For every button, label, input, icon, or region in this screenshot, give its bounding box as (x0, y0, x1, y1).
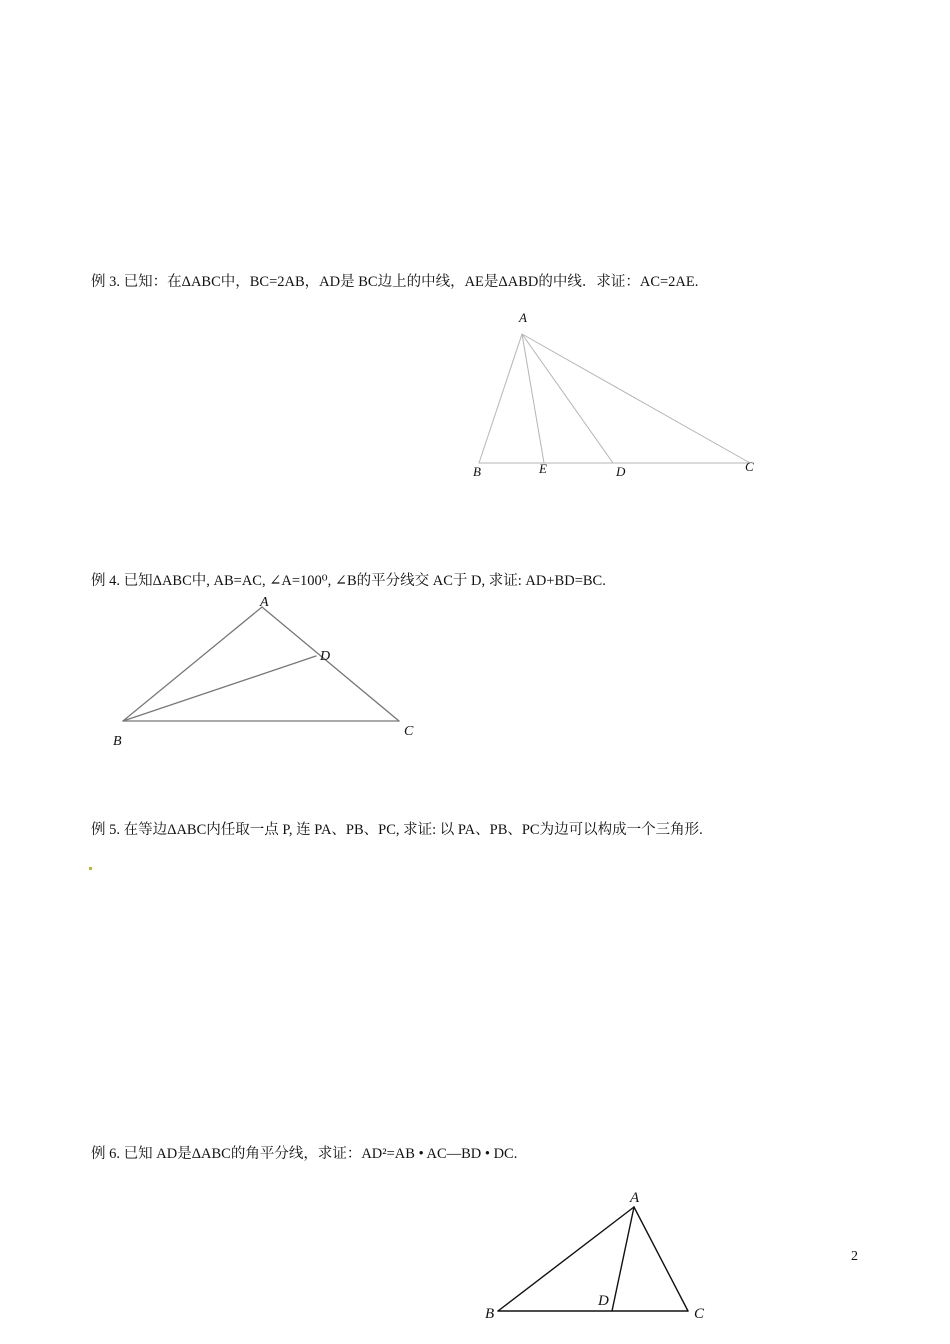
fig4-side-ac (262, 607, 399, 721)
problem-5-text: 例 5. 在等边ΔABC内任取一点 P, 连 PA、PB、PC, 求证: 以 PA、PB、PC为边可以构成一个三角形. (91, 822, 703, 838)
fig4-label-d: D (320, 649, 331, 664)
fig4-label-c: C (404, 724, 414, 739)
fig3-label-e: E (539, 461, 547, 476)
fig3-label-d: D (616, 464, 626, 479)
fig6-label-a: A (630, 1190, 640, 1206)
fig6-side-ac (634, 1207, 688, 1311)
fig4-label-a: A (260, 595, 269, 610)
fig6-bisector-ad (612, 1207, 634, 1311)
fig4-label-b: B (113, 734, 122, 749)
fig6-label-c: C (694, 1306, 705, 1322)
problem-6-text: 例 6. 已知 AD是ΔABC的角平分线，求证：AD²=AB • AC—BD • DC. (91, 1146, 518, 1162)
fig4-side-ab (123, 607, 262, 721)
fig3-side-ab (479, 334, 522, 463)
problem-3-text: 例 3. 已知：在ΔABC中，BC=2AB，AD是 BC边上的中线，AE是ΔABD的中线．求证：AC=2AE. (91, 274, 699, 290)
fig6-label-d: D (598, 1293, 609, 1309)
fig3-median-ae (522, 334, 544, 463)
fig3-side-ac (522, 334, 750, 463)
page-number: 2 (851, 1249, 858, 1264)
fig3-label-b: B (473, 464, 481, 479)
fig3-label-a: A (519, 310, 527, 325)
figure-6 (498, 1207, 688, 1311)
fig6-side-ab (498, 1207, 634, 1311)
fig6-label-b: B (485, 1306, 495, 1322)
fig4-bisector-bd (123, 656, 316, 721)
fig3-median-ad (522, 334, 613, 463)
fig3-label-c: C (745, 459, 754, 474)
stray-mark (89, 867, 92, 870)
problem-4-text: 例 4. 已知ΔABC中, AB=AC, ∠A=100⁰, ∠B的平分线交 AC于 D, 求证: AD+BD=BC. (91, 573, 606, 589)
figure-4 (123, 607, 399, 721)
